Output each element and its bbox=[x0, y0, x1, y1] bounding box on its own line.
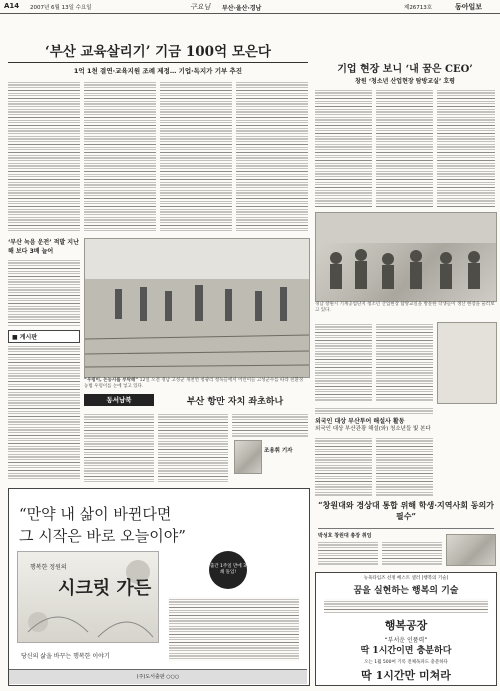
right-story-text-b bbox=[382, 540, 442, 566]
bulletin-text bbox=[8, 344, 80, 480]
book-image bbox=[437, 322, 497, 404]
ad-badge: 출간 1주일 만에 3쇄 돌입! bbox=[209, 551, 247, 589]
right-text-block bbox=[315, 322, 372, 402]
section-prefix: 구요님 bbox=[190, 3, 211, 11]
right-story-headline: “창원대와 경상대 통합 위해 학생·지역사회 동의가 필수” bbox=[318, 500, 494, 521]
rice-field-scene bbox=[85, 239, 309, 377]
author-photo bbox=[234, 440, 262, 474]
right-story-column-1 bbox=[315, 436, 372, 496]
masthead bbox=[0, 0, 500, 14]
ceo-story-column-3 bbox=[437, 88, 495, 208]
right-story-column-2 bbox=[376, 436, 433, 496]
ad-quote bbox=[19, 503, 259, 547]
ad-quote-line-2: 그 시작은 바로 오늘이야” bbox=[19, 527, 186, 545]
main-subhead: 1억 1천 결연·교육지원 조례 제정… 기업·독지가 기부 추진 bbox=[73, 67, 243, 75]
column-text-1 bbox=[84, 412, 154, 482]
main-headline: ‘부산 교육살리기’ 기금 100억 모은다 bbox=[45, 44, 271, 60]
book-ad-left bbox=[8, 488, 310, 686]
main-story-column-4 bbox=[236, 80, 308, 232]
factory-scene bbox=[316, 213, 496, 301]
ad-quote-line-1: “만약 내 삶이 바뀐다면 bbox=[19, 505, 172, 523]
right-text-block-3 bbox=[315, 406, 433, 416]
ceo-story-photo bbox=[315, 212, 497, 302]
profile-photo bbox=[446, 534, 496, 566]
main-photo-caption-text: 12일 오전 경남 고성군 개천면 청광리 청녹들에서 어린이들 고성군수를 따라 친환경 농법 우렁이를 논에 넣고 있다. bbox=[84, 378, 304, 389]
right-story-subhead: 외국인 대상 부산관광 해설(와) 청소년들 빛 본다 bbox=[315, 426, 431, 432]
main-story-column-3 bbox=[160, 80, 232, 232]
ad-right-bottom: 딱 1시간만 미쳐라 bbox=[361, 669, 451, 682]
ceo-story-subhead: 창원 ‘청소년 산업현장 탐방교실’ 호평 bbox=[355, 78, 455, 85]
column-tag: 동서남북 bbox=[84, 394, 154, 406]
ad-right-bottom-small: 오는 1월 500여 기록 전체독파도 충분하다 bbox=[364, 660, 448, 665]
ad-right-middle: 딱 1시간이면 충분하다 bbox=[360, 646, 452, 656]
bulletin-header bbox=[8, 330, 80, 343]
ceo-story-column-1 bbox=[315, 88, 372, 208]
ad-right-brand: 행복공장 bbox=[384, 619, 428, 632]
right-text-block-2 bbox=[376, 322, 433, 402]
column-author: 조용휘 기자 bbox=[264, 448, 293, 454]
ad-book-cover bbox=[17, 551, 159, 643]
column-text-2 bbox=[158, 412, 228, 482]
ad-right-copy bbox=[324, 599, 488, 613]
ceo-photo-caption: 경남 창원시 기계공업단지 청소년 산업현장 탐방교실을 방문한 학생들이 생산 현장을 둘러보고 있다. bbox=[315, 302, 495, 313]
ad-footer: (주)도서출판 ○○○ bbox=[9, 669, 307, 684]
page-number: A14 bbox=[4, 2, 20, 10]
right-headline-rule bbox=[318, 528, 494, 529]
profile-name: 박성호 창원대 총장 취임 bbox=[318, 533, 372, 539]
main-photo-caption-title: “우렁이, 논농사를 부탁해” bbox=[84, 378, 139, 383]
ad-right-kicker: “부서운 인품력” bbox=[384, 637, 428, 644]
ad-right-top: 뉴욕타임즈 선정 베스트 셀러 [행복의 기술] bbox=[363, 576, 449, 581]
ceo-story-headline: 기업 현장 보니 ‘내 꿈은 CEO’ bbox=[337, 64, 473, 75]
main-story-column-2 bbox=[84, 80, 156, 232]
newspaper-name: 동아일보 bbox=[455, 3, 483, 11]
right-story-kicker: 외국인 대상 부산투어 해설사 활동 bbox=[315, 418, 405, 425]
ad-book-title: 시크릿 가든 bbox=[58, 578, 152, 599]
right-story-text-a bbox=[318, 540, 378, 566]
ad-copy bbox=[169, 597, 299, 661]
column-headline: 부산 항만 자치 좌초하나 bbox=[186, 397, 284, 407]
ceo-story-column-2 bbox=[376, 88, 433, 208]
side-story-headline: ‘부산 녹음 운전’ 적발 지난해 보다 3배 늘어 bbox=[8, 239, 79, 255]
bulletin-icon: ■ bbox=[12, 334, 20, 341]
ad-kicker: 당신의 삶을 바꾸는 행복한 이야기 bbox=[21, 653, 110, 660]
main-photo-caption bbox=[84, 378, 308, 390]
column-text-3 bbox=[232, 412, 308, 437]
section-name: 부산·울산·경남 bbox=[222, 5, 262, 12]
ad-book-title-small: 행복한 정원의 bbox=[30, 564, 67, 571]
ad-right-slogan: 꿈을 실현하는 행복의 기술 bbox=[353, 586, 459, 596]
headline-rule bbox=[8, 62, 308, 63]
side-story-text bbox=[8, 258, 80, 326]
book-ad-right bbox=[315, 572, 497, 686]
main-story-column-1 bbox=[8, 80, 80, 232]
edition-number: 제26713호 bbox=[404, 5, 433, 11]
bulletin-title: 게시판 bbox=[19, 334, 38, 341]
issue-date: 2007년 6월 13일 수요일 bbox=[30, 5, 92, 11]
main-photo bbox=[84, 238, 310, 378]
